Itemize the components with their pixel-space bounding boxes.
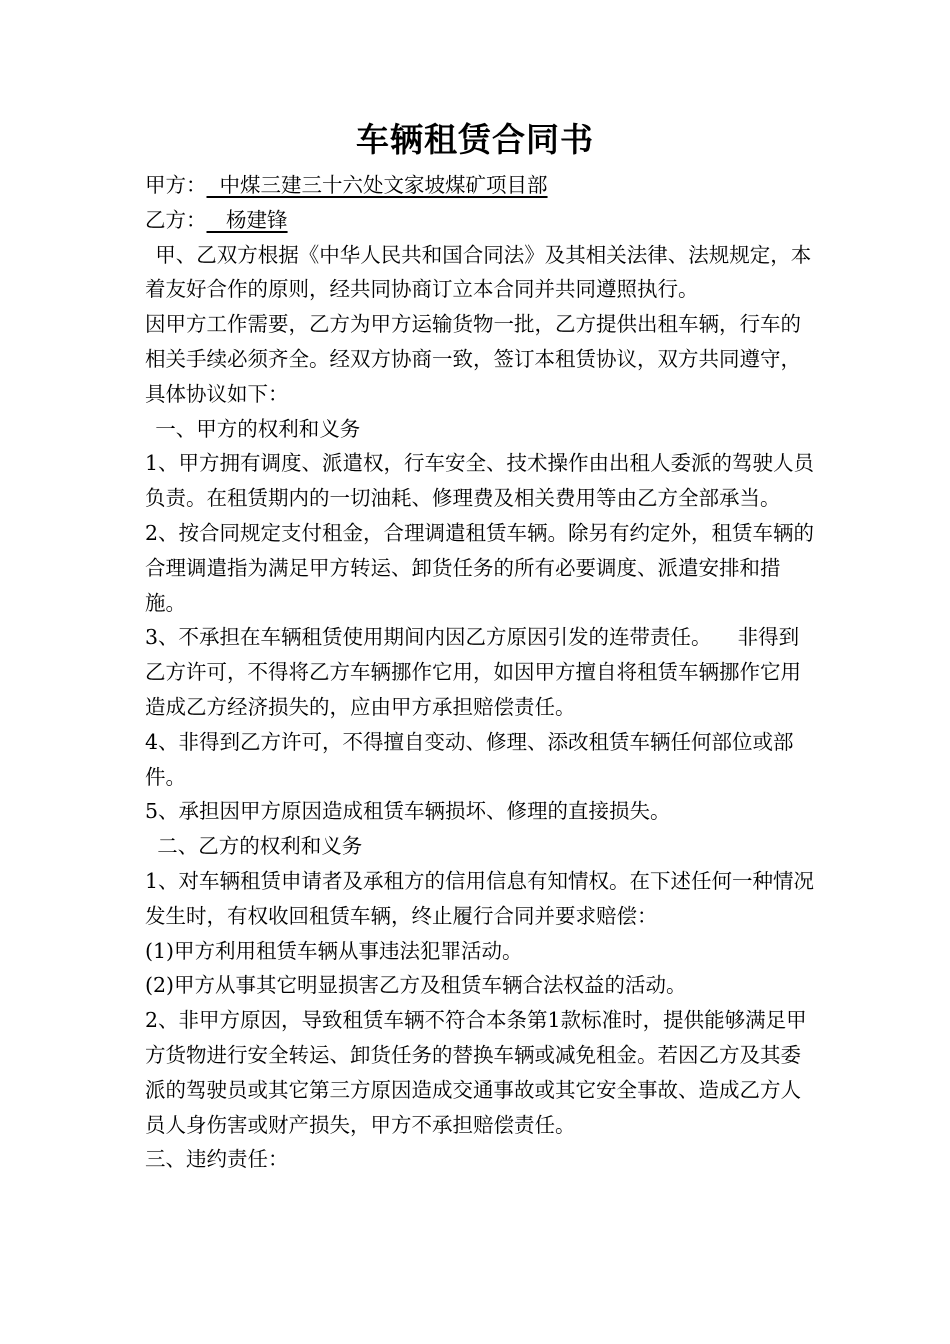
section-1-heading: 一、甲方的权利和义务 [155,416,361,441]
section-1-item-5: 5、承担因甲方原因造成租赁车辆损坏、修理的直接损失。 [145,799,671,824]
party-a-name: 中煤三建三十六处文家坡煤矿项目部 [206,173,548,197]
party-a-label: 甲方： [145,173,207,197]
party-b-label: 乙方： [145,207,207,232]
section-2-item-1b: (2)甲方从事其它明显损害乙方及租赁车辆合法权益的活动。 [145,973,687,998]
intro-paragraph: 甲、乙双方根据《中华人民共和国合同法》及其相关法律、法规规定，本着友好合作的原则，经共同协商订立本合同并共同遵照执行。 [145,242,812,302]
section-2-item-2: 2、非甲方原因，导致租赁车辆不符合本条第1款标准时，提供能够满足甲方货物进行安全转运、卸货任务的替换车辆或减免租金。若因乙方及其委派的驾驶员或其它第三方原因造成交通事故或其它安全事故、造成乙方人员人身伤害或财产损失，甲方不承担赔偿责任。 [145,1008,807,1137]
party-b-name: 杨建锋 [206,207,288,232]
section-1-item-2: 2、按合同规定支付租金，合理调遣租赁车辆。除另有约定外，租赁车辆的合理调遣指为满足甲方转运、卸货任务的所有必要调度、派遣安排和措施。 [145,520,815,615]
section-1-item-3: 3、不承担在车辆租赁使用期间内因乙方原因引发的连带责任。 非得到乙方许可，不得将乙方车辆挪作它用，如因甲方擅自将租赁车辆挪作它用造成乙方经济损失的，应由甲方承担赔偿责任。 [145,625,801,719]
party-b-line [145,203,815,238]
section-2-item-1a: (1)甲方利用租赁车辆从事违法犯罪活动。 [145,938,523,963]
section-1-item-4: 4、非得到乙方许可，不得擅自变动、修理、添改租赁车辆任何部位或部件。 [145,729,794,789]
document-body [145,168,815,1177]
purpose-paragraph: 因甲方工作需要，乙方为甲方运输货物一批，乙方提供出租车辆，行车的相关手续必须齐全。经双方协商一致，签订本租赁协议，双方共同遵守，具体协议如下： [145,312,801,406]
document-title: 车辆租赁合同书 [356,120,594,159]
party-a-line [145,168,815,203]
section-1-item-1: 1、甲方拥有调度、派遣权，行车安全、技术操作由出租人委派的驾驶人员负责。在租赁期内的一切油耗、修理费及相关费用等由乙方全部承当。 [145,451,815,511]
section-2-heading: 二、乙方的权利和义务 [157,834,363,859]
section-3-heading: 三、违约责任： [145,1147,289,1172]
section-2-item-1: 1、对车辆租赁申请者及承租方的信用信息有知情权。在下述任何一种情况发生时，有权收回租赁车辆，终止履行合同并要求赔偿： [145,868,815,928]
